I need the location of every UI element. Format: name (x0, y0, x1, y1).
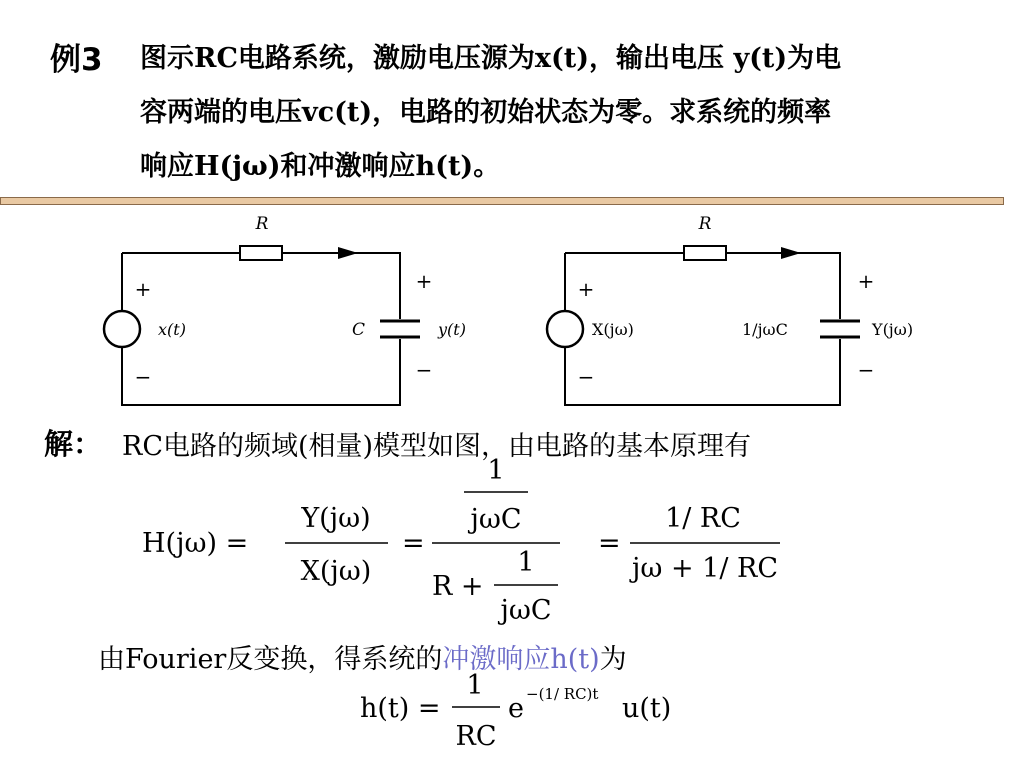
eq2-tail: u(t) (622, 693, 672, 724)
resistor (240, 246, 282, 260)
eq2-exp-base: e (508, 693, 524, 724)
eq1-inner-den-bottom: jωC (500, 595, 552, 626)
eq2-lhs: h(t) = (360, 693, 441, 724)
problem-line-1: 图示RC电路系统，激励电压源为x(t)，输出电压 y(t)为电 (140, 43, 842, 74)
output-minus: − (857, 358, 875, 382)
resistor (684, 246, 726, 260)
solution-label: 解： (44, 427, 103, 461)
output-minus: − (415, 358, 433, 382)
eq2-num: 1 (466, 670, 484, 701)
resistor-label: R (698, 214, 712, 234)
equations (0, 455, 1024, 768)
frequency-response-equation (142, 455, 780, 626)
impulse-response-highlight: 冲激响应h(t) (442, 644, 600, 675)
source-minus: − (134, 365, 152, 389)
problem-line-3: 响应H(jω)和冲激响应h(t)。 (140, 151, 501, 182)
output-label: Y(jω) (872, 320, 914, 339)
circuit-time-domain (104, 214, 466, 405)
capacitor-label: 1/jωC (742, 320, 788, 339)
source-label: X(jω) (592, 320, 634, 339)
source-plus: + (134, 277, 152, 301)
problem-line-2: 容两端的电压vc(t)，电路的初始状态为零。求系统的频率 (140, 97, 832, 128)
eq1-inner-num-bottom: 1 (517, 547, 535, 578)
impulse-response-equation (360, 670, 671, 752)
current-arrow-icon (781, 247, 801, 259)
inverse-prefix: 由Fourier反变换，得系统的 (98, 644, 443, 675)
eq1-den3: jω + 1/ RC (631, 553, 779, 584)
resistor-label: R (255, 214, 269, 234)
eq1-inner-den-top: jωC (470, 504, 522, 535)
circuit-frequency-domain (547, 214, 913, 405)
source-label: x(t) (158, 320, 186, 339)
inverse-suffix: 为 (599, 644, 627, 675)
eq1-inner-num-top: 1 (487, 455, 505, 486)
eq1-num3: 1/ RC (665, 503, 741, 534)
current-arrow-icon (338, 247, 358, 259)
output-label: y(t) (438, 320, 466, 339)
eq1-equals-2: = (598, 528, 621, 559)
divider-bar (0, 197, 1004, 205)
voltage-source-icon (547, 311, 583, 347)
output-plus: + (857, 269, 875, 293)
eq1-lhs: H(jω) = (142, 528, 249, 559)
circuit-diagrams (0, 205, 1024, 415)
source-minus: − (577, 365, 595, 389)
eq1-den1: X(jω) (300, 556, 372, 587)
source-plus: + (577, 277, 595, 301)
capacitor-label: C (352, 320, 366, 340)
eq1-num1: Y(jω) (301, 503, 371, 534)
solution-intro: RC电路的频域(相量)模型如图，由电路的基本原理有 (122, 431, 752, 462)
eq1-r-plus: R + (432, 571, 484, 602)
eq2-exp-power: −(1/ RC)t (526, 685, 599, 703)
voltage-source-icon (104, 311, 140, 347)
problem-label: 例3 (50, 42, 103, 78)
inverse-transform-line (98, 637, 627, 676)
eq2-den: RC (455, 721, 497, 752)
eq1-equals-1: = (402, 528, 425, 559)
output-plus: + (415, 269, 433, 293)
